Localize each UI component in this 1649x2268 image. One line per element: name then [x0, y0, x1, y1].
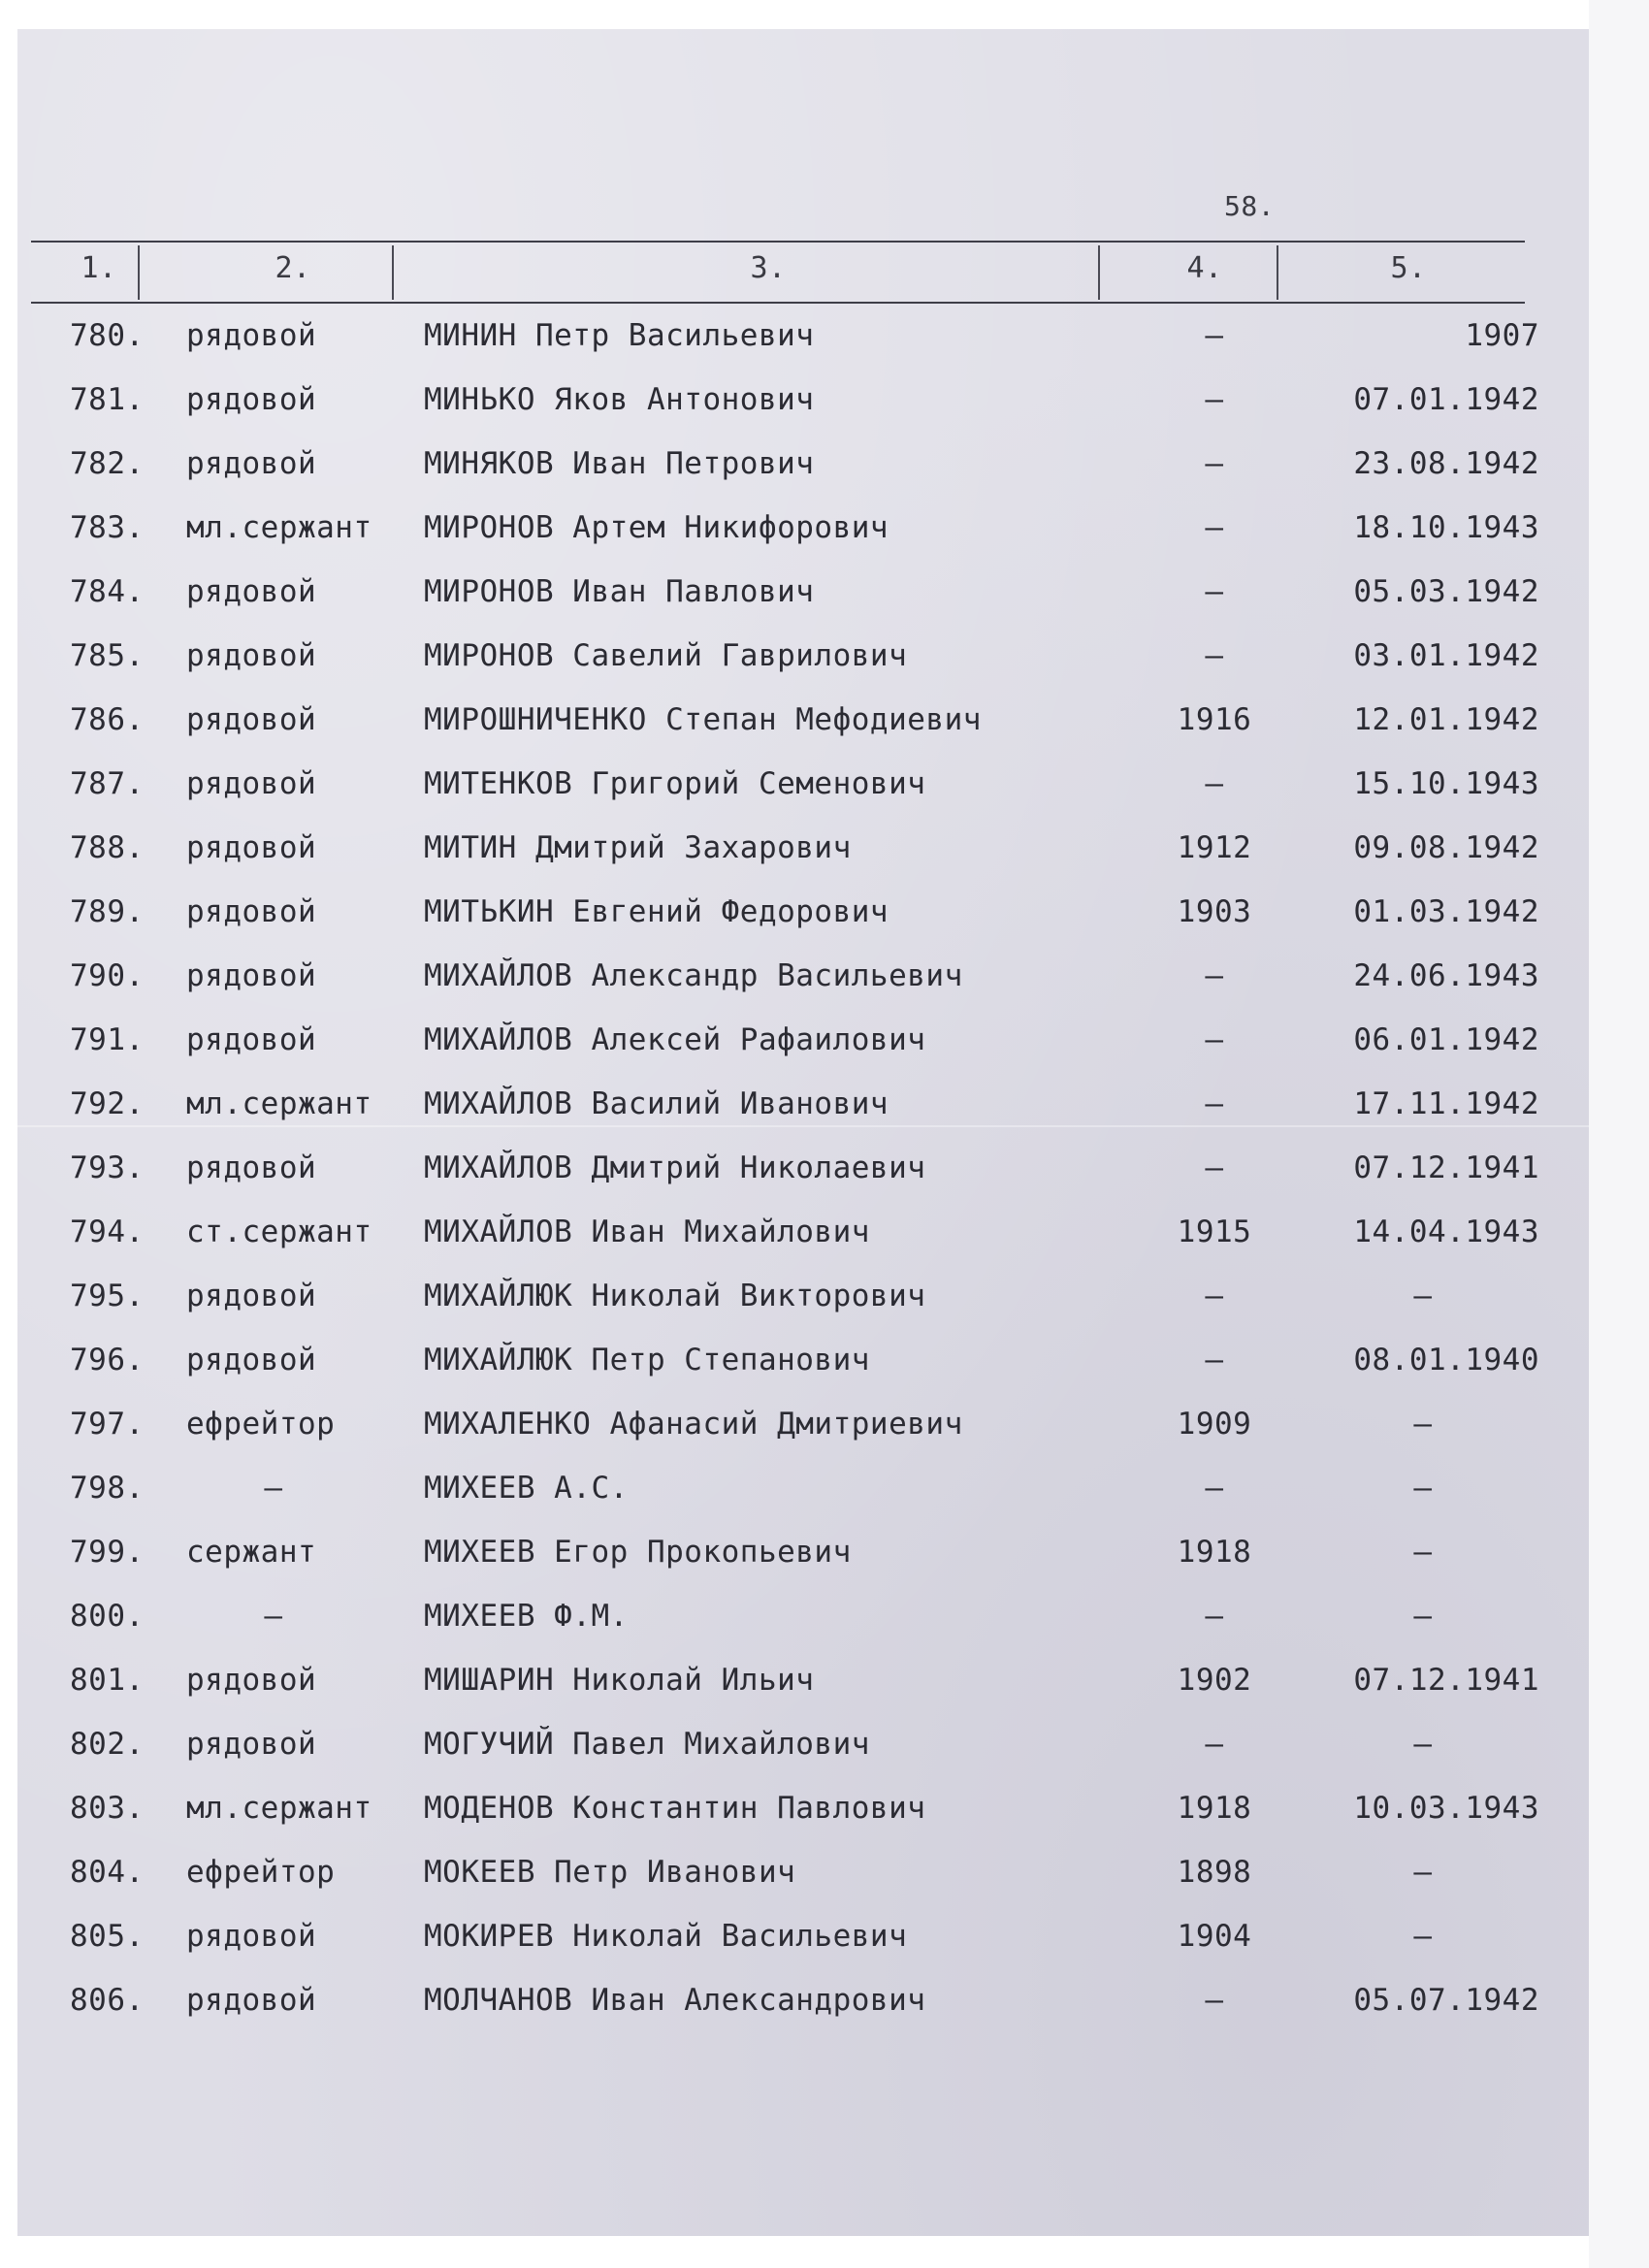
table-row [31, 1143, 1539, 1207]
name-cell: МИХАЙЛЮК Николай Викторович [424, 1279, 926, 1313]
table-row [31, 1335, 1539, 1399]
birth-year-cell: 1918 [1177, 1535, 1252, 1570]
name-cell: МИХАЙЛЮК Петр Степанович [424, 1343, 870, 1377]
row-number: 794. [70, 1215, 145, 1249]
rank-cell: рядовой [186, 1919, 317, 1954]
birth-year-cell: 1902 [1177, 1663, 1252, 1698]
name-cell: МОГУЧИЙ Павел Михайлович [424, 1727, 870, 1762]
rank-cell: рядовой [186, 1663, 317, 1698]
rank-cell: – [264, 1471, 283, 1506]
date-cell: – [1413, 1727, 1433, 1762]
table-row [31, 1463, 1525, 1527]
date-cell: 05.03.1942 [1353, 574, 1539, 609]
rank-cell: рядовой [186, 894, 317, 929]
table-row [31, 1719, 1525, 1783]
table-row [31, 502, 1539, 567]
row-number: 786. [70, 702, 145, 737]
birth-year-cell: 1909 [1177, 1407, 1252, 1442]
row-number: 806. [70, 1983, 145, 2018]
table-row [31, 631, 1539, 695]
rank-cell: сержант [186, 1535, 317, 1570]
table-row [31, 1079, 1539, 1143]
header-divider [1098, 245, 1100, 300]
table-body [31, 310, 1539, 2039]
birth-year-cell: – [1205, 1983, 1224, 2018]
birth-year-cell: 1898 [1177, 1855, 1252, 1890]
row-number: 783. [70, 510, 145, 545]
row-number: 804. [70, 1855, 145, 1890]
birth-year-cell: 1912 [1177, 830, 1252, 865]
rank-cell: рядовой [186, 766, 317, 801]
date-cell: 18.10.1943 [1353, 510, 1539, 545]
name-cell: МИРОНОВ Савелий Гаврилович [424, 638, 908, 673]
table-row [31, 438, 1539, 502]
table-row [31, 1015, 1539, 1079]
header-divider [138, 245, 140, 300]
row-number: 791. [70, 1022, 145, 1057]
row-number: 788. [70, 830, 145, 865]
row-number: 799. [70, 1535, 145, 1570]
date-cell: 14.04.1943 [1353, 1215, 1539, 1249]
table-row [31, 951, 1539, 1015]
rank-cell: рядовой [186, 1983, 317, 2018]
row-number: 805. [70, 1919, 145, 1954]
page-number: 58. [1224, 190, 1276, 222]
row-number: 793. [70, 1150, 145, 1185]
rank-cell: мл.сержант [186, 1791, 372, 1826]
birth-year-cell: – [1205, 958, 1224, 993]
date-cell: 09.08.1942 [1353, 830, 1539, 865]
rank-cell: мл.сержант [186, 1086, 372, 1121]
date-cell: 10.03.1943 [1353, 1791, 1539, 1826]
rank-cell: – [264, 1599, 283, 1634]
rank-cell: рядовой [186, 702, 317, 737]
header-col-5: 5. [1390, 251, 1427, 285]
date-cell: 01.03.1942 [1353, 894, 1539, 929]
rank-cell: рядовой [186, 830, 317, 865]
table-row [31, 310, 1539, 374]
name-cell: МОКИРЕВ Николай Васильевич [424, 1919, 908, 1954]
date-cell: – [1413, 1919, 1433, 1954]
name-cell: МИРОНОВ Артем Никифорович [424, 510, 889, 545]
name-cell: МИНЬКО Яков Антонович [424, 382, 815, 417]
rank-cell: рядовой [186, 446, 317, 481]
date-cell: – [1413, 1471, 1433, 1506]
date-cell: – [1413, 1599, 1433, 1634]
scan-margin [1589, 0, 1649, 2268]
name-cell: МОКЕЕВ Петр Иванович [424, 1855, 796, 1890]
rank-cell: рядовой [186, 1727, 317, 1762]
date-cell: 23.08.1942 [1353, 446, 1539, 481]
name-cell: МОЛЧАНОВ Иван Александрович [424, 1983, 926, 2018]
name-cell: МОДЕНОВ Константин Павлович [424, 1791, 926, 1826]
birth-year-cell: – [1205, 1727, 1224, 1762]
date-cell: 1907 [1465, 318, 1539, 353]
row-number: 803. [70, 1791, 145, 1826]
name-cell: МИХАЙЛОВ Александр Васильевич [424, 958, 963, 993]
name-cell: МИНИН Петр Васильевич [424, 318, 815, 353]
birth-year-cell: – [1205, 1279, 1224, 1313]
name-cell: МИТИН Дмитрий Захарович [424, 830, 852, 865]
table-top-rule [31, 241, 1525, 243]
rank-cell: ефрейтор [186, 1407, 336, 1442]
date-cell: – [1413, 1407, 1433, 1442]
name-cell: МИХАЙЛОВ Василий Иванович [424, 1086, 889, 1121]
birth-year-cell: – [1205, 638, 1224, 673]
row-number: 800. [70, 1599, 145, 1634]
date-cell: – [1413, 1279, 1433, 1313]
name-cell: МИНЯКОВ Иван Петрович [424, 446, 815, 481]
table-row [31, 1783, 1539, 1847]
rank-cell: рядовой [186, 1150, 317, 1185]
rank-cell: рядовой [186, 1343, 317, 1377]
rank-cell: рядовой [186, 1022, 317, 1057]
date-cell: 07.12.1941 [1353, 1150, 1539, 1185]
row-number: 787. [70, 766, 145, 801]
birth-year-cell: – [1205, 766, 1224, 801]
table-row [31, 1847, 1525, 1911]
rank-cell: мл.сержант [186, 510, 372, 545]
row-number: 795. [70, 1279, 145, 1313]
row-number: 801. [70, 1663, 145, 1698]
date-cell: 24.06.1943 [1353, 958, 1539, 993]
row-number: 790. [70, 958, 145, 993]
name-cell: МИТЬКИН Евгений Федорович [424, 894, 889, 929]
table-row [31, 1591, 1525, 1655]
name-cell: МИШАРИН Николай Ильич [424, 1663, 815, 1698]
date-cell: – [1413, 1855, 1433, 1890]
table-header-row [31, 243, 1525, 302]
table-row [31, 1271, 1525, 1335]
birth-year-cell: – [1205, 510, 1224, 545]
header-bottom-rule [31, 302, 1525, 304]
date-cell: 08.01.1940 [1353, 1343, 1539, 1377]
table-row [31, 374, 1539, 438]
header-divider [1277, 245, 1278, 300]
name-cell: МИРОШНИЧЕНКО Степан Мефодиевич [424, 702, 982, 737]
table-row [31, 887, 1539, 951]
birth-year-cell: – [1205, 318, 1224, 353]
rank-cell: рядовой [186, 638, 317, 673]
birth-year-cell: 1918 [1177, 1791, 1252, 1826]
birth-year-cell: – [1205, 1086, 1224, 1121]
date-cell: 05.07.1942 [1353, 1983, 1539, 2018]
name-cell: МИХАЙЛОВ Алексей Рафаилович [424, 1022, 926, 1057]
table-row [31, 1975, 1539, 2039]
name-cell: МИХЕЕВ Ф.М. [424, 1599, 629, 1634]
birth-year-cell: 1915 [1177, 1215, 1252, 1249]
date-cell: 06.01.1942 [1353, 1022, 1539, 1057]
row-number: 784. [70, 574, 145, 609]
birth-year-cell: – [1205, 1022, 1224, 1057]
table-row [31, 1399, 1525, 1463]
header-divider [392, 245, 394, 300]
date-cell: 03.01.1942 [1353, 638, 1539, 673]
name-cell: МИРОНОВ Иван Павлович [424, 574, 815, 609]
row-number: 785. [70, 638, 145, 673]
birth-year-cell: – [1205, 446, 1224, 481]
table-row [31, 695, 1539, 759]
name-cell: МИХАЙЛОВ Иван Михайлович [424, 1215, 870, 1249]
table-row [31, 759, 1539, 823]
table-row [31, 1527, 1525, 1591]
row-number: 802. [70, 1727, 145, 1762]
name-cell: МИХАЙЛОВ Дмитрий Николаевич [424, 1150, 926, 1185]
name-cell: МИХАЛЕНКО Афанасий Дмитриевич [424, 1407, 963, 1442]
rank-cell: ст.сержант [186, 1215, 372, 1249]
table-row [31, 1207, 1539, 1271]
rank-cell: рядовой [186, 1279, 317, 1313]
row-number: 797. [70, 1407, 145, 1442]
row-number: 782. [70, 446, 145, 481]
name-cell: МИХЕЕВ Егор Прокопьевич [424, 1535, 852, 1570]
birth-year-cell: – [1205, 382, 1224, 417]
table-row [31, 1911, 1525, 1975]
date-cell: 12.01.1942 [1353, 702, 1539, 737]
row-number: 789. [70, 894, 145, 929]
table-row [31, 567, 1539, 631]
header-col-3: 3. [750, 251, 787, 285]
row-number: 796. [70, 1343, 145, 1377]
row-number: 780. [70, 318, 145, 353]
date-cell: 07.12.1941 [1353, 1663, 1539, 1698]
header-col-2: 2. [275, 251, 311, 285]
table-row [31, 823, 1539, 887]
birth-year-cell: 1903 [1177, 894, 1252, 929]
row-number: 792. [70, 1086, 145, 1121]
date-cell: 15.10.1943 [1353, 766, 1539, 801]
date-cell: 07.01.1942 [1353, 382, 1539, 417]
birth-year-cell: – [1205, 1471, 1224, 1506]
table-row [31, 1655, 1539, 1719]
birth-year-cell: – [1205, 1343, 1224, 1377]
row-number: 781. [70, 382, 145, 417]
rank-cell: рядовой [186, 318, 317, 353]
header-col-4: 4. [1186, 251, 1223, 285]
date-cell: – [1413, 1535, 1433, 1570]
birth-year-cell: 1904 [1177, 1919, 1252, 1954]
name-cell: МИТЕНКОВ Григорий Семенович [424, 766, 926, 801]
rank-cell: ефрейтор [186, 1855, 336, 1890]
date-cell: 17.11.1942 [1353, 1086, 1539, 1121]
header-col-1: 1. [81, 251, 117, 285]
birth-year-cell: 1916 [1177, 702, 1252, 737]
rank-cell: рядовой [186, 574, 317, 609]
row-number: 798. [70, 1471, 145, 1506]
birth-year-cell: – [1205, 1599, 1224, 1634]
rank-cell: рядовой [186, 958, 317, 993]
birth-year-cell: – [1205, 1150, 1224, 1185]
birth-year-cell: – [1205, 574, 1224, 609]
name-cell: МИХЕЕВ А.С. [424, 1471, 629, 1506]
rank-cell: рядовой [186, 382, 317, 417]
